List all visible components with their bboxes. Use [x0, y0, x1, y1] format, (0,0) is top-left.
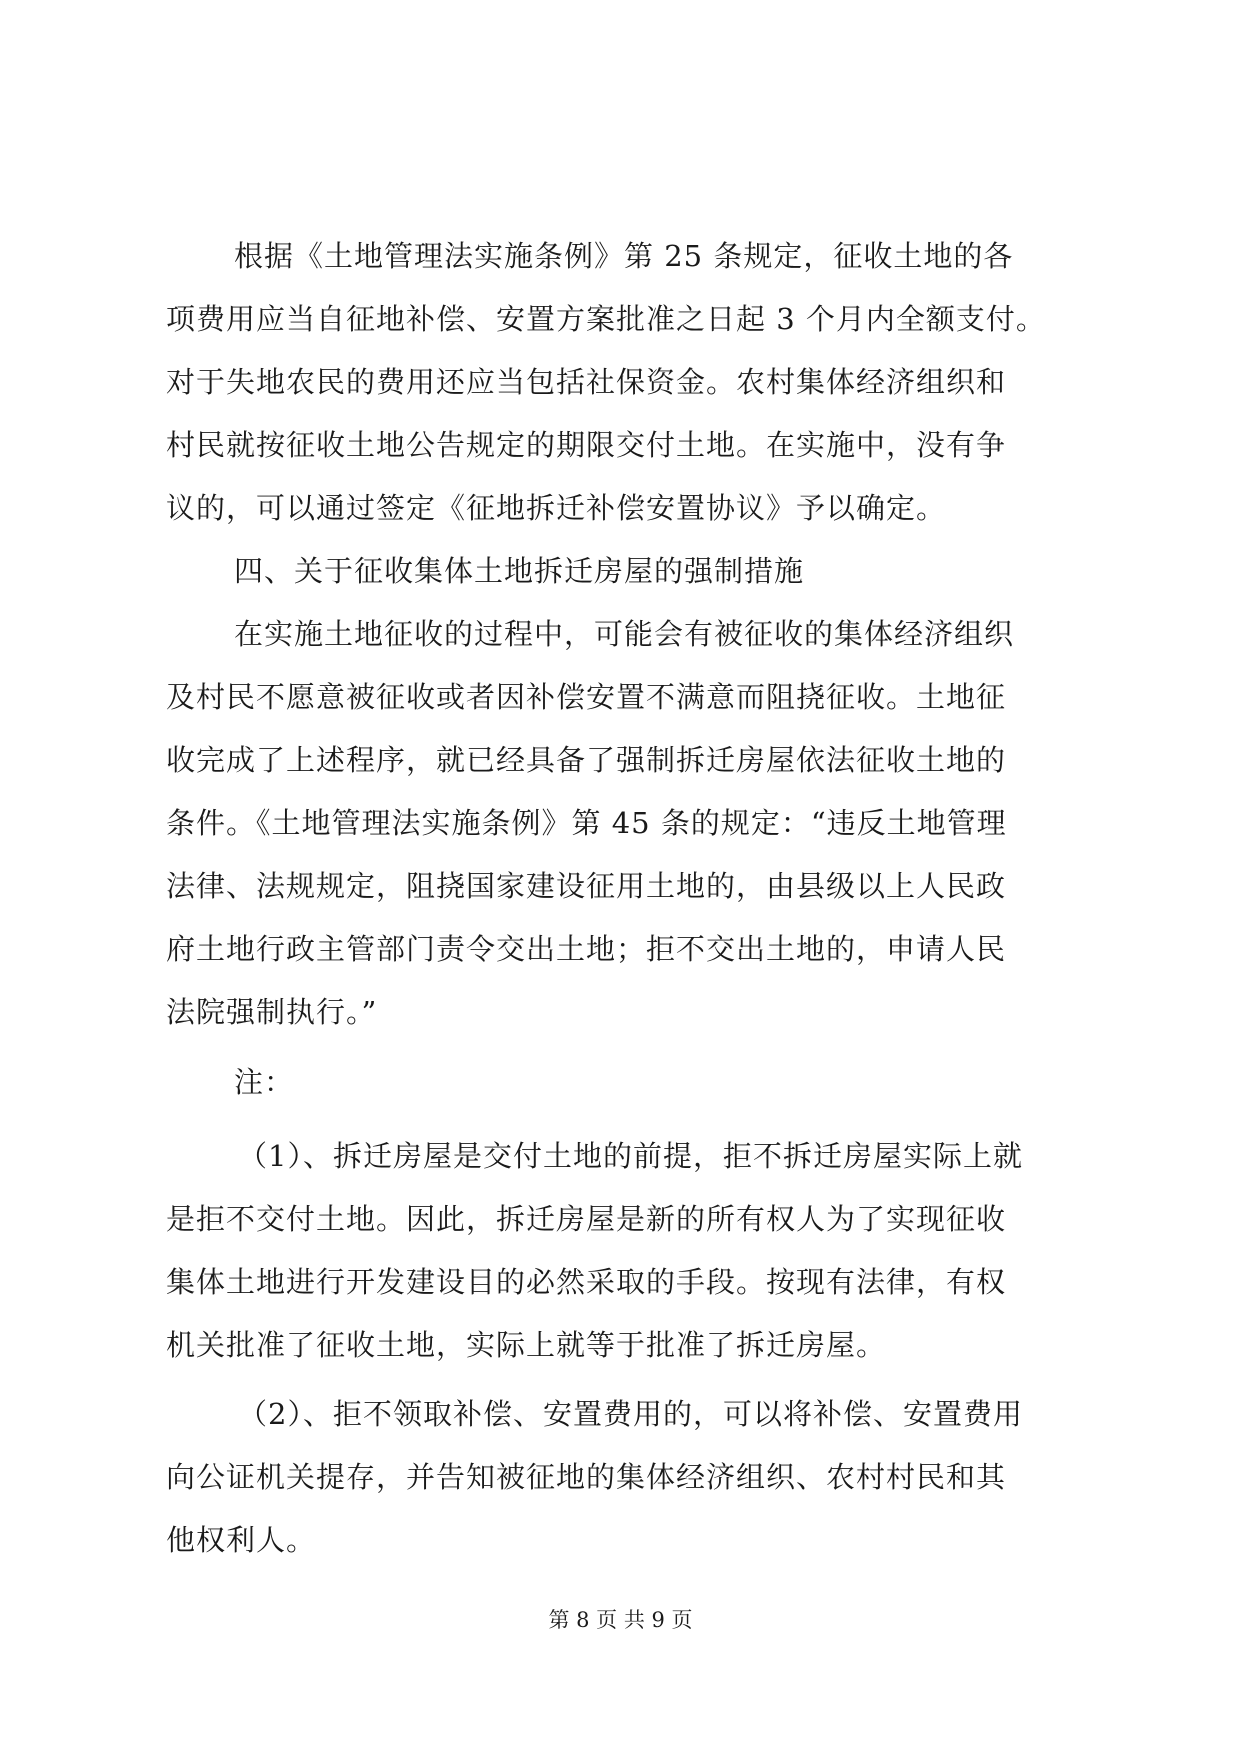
- text-line: 收完成了上述程序，就已经具备了强制拆迁房屋依法征收土地的: [166, 743, 1007, 777]
- text-line: 法律、法规规定，阻挠国家建设征用土地的，由县级以上人民政: [166, 869, 1007, 903]
- note-label: 注：: [234, 1065, 295, 1099]
- text-line: 在实施土地征收的过程中，可能会有被征收的集体经济组织: [234, 617, 1015, 651]
- text-line: 项费用应当自征地补偿、安置方案批准之日起 3 个月内全额支付。: [166, 302, 1046, 336]
- text-line: 议的，可以通过签定《征地拆迁补偿安置协议》予以确定。: [166, 491, 947, 525]
- text-line: 及村民不愿意被征收或者因补偿安置不满意而阻挠征收。土地征: [166, 680, 1007, 714]
- text-line: 根据《土地管理法实施条例》第 25 条规定，征收土地的各: [234, 239, 1014, 273]
- text-line: 他权利人。: [166, 1523, 317, 1557]
- section-heading: 四、关于征收集体土地拆迁房屋的强制措施: [234, 554, 805, 588]
- text-line: 集体土地进行开发建设目的必然采取的手段。按现有法律，有权: [166, 1265, 1007, 1299]
- text-line: 条件。《土地管理法实施条例》第 45 条的规定：“违反土地管理: [166, 806, 1007, 840]
- text-line: 村民就按征收土地公告规定的期限交付土地。在实施中，没有争: [166, 428, 1007, 462]
- text-line: 对于失地农民的费用还应当包括社保资金。农村集体经济组织和: [166, 365, 1007, 399]
- text-line: 法院强制执行。”: [166, 995, 378, 1029]
- text-line: 机关批准了征收土地，实际上就等于批准了拆迁房屋。: [166, 1328, 887, 1362]
- text-line: 向公证机关提存，并告知被征地的集体经济组织、农村村民和其: [166, 1460, 1007, 1494]
- page-number-footer: 第 8 页 共 9 页: [548, 1608, 693, 1632]
- text-line: （1）、拆迁房屋是交付土地的前提，拒不拆迁房屋实际上就: [238, 1139, 1023, 1173]
- text-line: 府土地行政主管部门责令交出土地；拒不交出土地的，申请人民: [166, 932, 1007, 966]
- text-line: 是拒不交付土地。因此，拆迁房屋是新的所有权人为了实现征收: [166, 1202, 1007, 1236]
- text-line: （2）、拒不领取补偿、安置费用的，可以将补偿、安置费用: [238, 1397, 1023, 1431]
